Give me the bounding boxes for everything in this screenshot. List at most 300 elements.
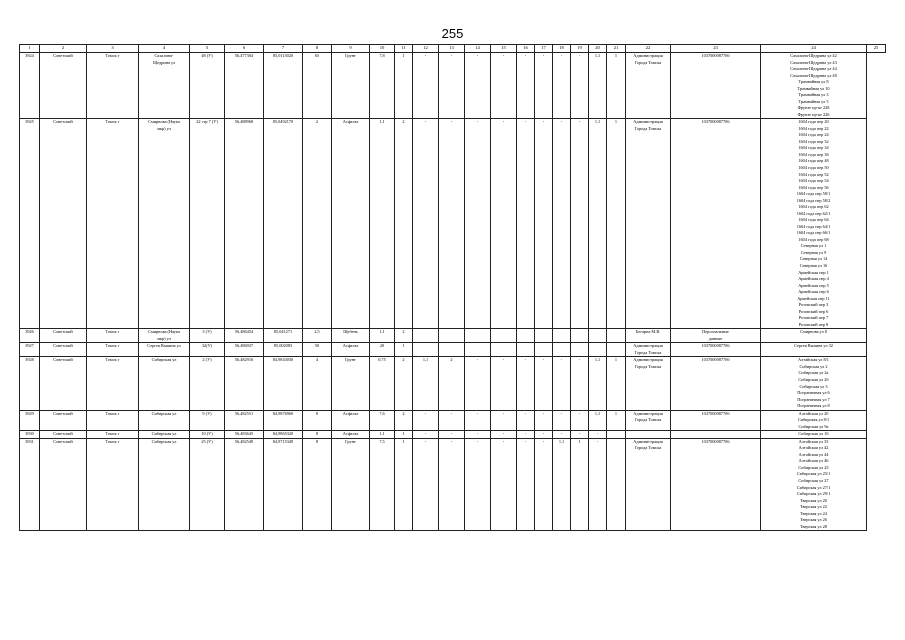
table-cell [761, 52, 867, 118]
cell-line: Администрация [633, 52, 663, 58]
table-cell: 1037000087706 [671, 410, 761, 431]
table-cell: - [491, 52, 517, 118]
table-cell: - [571, 357, 589, 410]
cell-line: мкр) ул [157, 125, 171, 131]
table-cell [607, 343, 626, 357]
table-cell: 2 [395, 410, 413, 431]
cell-line: Армейская пер 4 [798, 276, 829, 282]
table-cell: 3931 [20, 438, 40, 530]
cell-line: Сергея Вашина ул 32 [794, 343, 833, 349]
table-cell [517, 329, 535, 343]
column-number-cell: 17 [535, 45, 553, 53]
table-cell: Сибирская ул [139, 438, 190, 530]
table-cell: 3924 [20, 52, 40, 118]
table-cell: - [535, 410, 553, 431]
table-cell: - [413, 119, 439, 329]
cell-line: 1604 года пер 32 [798, 138, 829, 144]
cell-line: Сибирская ул 2а [798, 370, 829, 376]
table-cell [761, 343, 867, 357]
cell-line: Города Томска [634, 363, 662, 369]
table-cell: Советский [40, 52, 87, 118]
cell-line: 1604 года пер 20 [798, 119, 829, 125]
table-cell: - [465, 119, 491, 329]
table-cell: - [553, 431, 571, 439]
table-cell: - [439, 52, 465, 118]
table-cell: - [535, 438, 553, 530]
table-cell: 1037000087706 [671, 343, 761, 357]
column-number-cell: 21 [607, 45, 626, 53]
table-cell: - [413, 431, 439, 439]
table-cell: 32(У) [190, 343, 225, 357]
column-number-cell: 24 [761, 45, 867, 53]
cell-line: 1604 года пер 64/1 [796, 223, 831, 229]
cell-line: Розовский пер 7 [798, 315, 829, 321]
column-number-cell: 14 [465, 45, 491, 53]
table-cell [626, 357, 671, 410]
table-cell: 1 [607, 410, 626, 431]
table-cell: 7,5 [370, 438, 395, 530]
table-cell [761, 438, 867, 530]
table-cell [626, 438, 671, 530]
cell-line: Сибирская ул 25 [798, 464, 829, 470]
table-cell: 56,482551 [225, 410, 264, 431]
table-cell [761, 431, 867, 439]
column-number-cell: 6 [225, 45, 264, 53]
table-cell: 3 (У) [190, 329, 225, 343]
table-cell [589, 329, 607, 343]
cell-line: Фрунзе пр-кт 228 [797, 105, 830, 111]
table-cell: - [439, 431, 465, 439]
table-cell: 1 [395, 438, 413, 530]
table-cell: 1,1 [589, 119, 607, 329]
cell-line: Города Томска [634, 417, 662, 423]
table-cell: 84,9865320 [264, 431, 303, 439]
cell-line: Фрунзе пр-кт 226 [797, 111, 830, 117]
cell-line: Сахалина- [154, 52, 174, 58]
cell-line: Розовский пер 6 [798, 308, 829, 314]
cell-line: Тверская ул 24 [800, 510, 827, 516]
table-cell: 1,1 [370, 431, 395, 439]
table-cell: - [517, 52, 535, 118]
cell-line: Армейская пер 5 [798, 282, 829, 288]
table-cell: 2 [395, 119, 413, 329]
table-cell: 1 [395, 431, 413, 439]
table-cell: Асфальт [332, 431, 370, 439]
cell-line: 1604 года пер 54 [798, 178, 829, 184]
column-number-cell: 1 [20, 45, 40, 53]
column-number-cell: 5 [190, 45, 225, 53]
table-cell: 2,5 [303, 329, 332, 343]
cell-line: Северная ул 14 [799, 256, 828, 262]
table-cell: - [491, 431, 517, 439]
column-number-cell: 23 [671, 45, 761, 53]
table-cell: 1,1 [370, 329, 395, 343]
table-cell: Советский [40, 329, 87, 343]
cell-line: Сибирская ул 2 [799, 363, 828, 369]
table-cell: Сибирская ул [139, 357, 190, 410]
table-cell: - [535, 431, 553, 439]
table-cell: Томск г [87, 52, 139, 118]
table-cell: 84,9876960 [264, 410, 303, 431]
table-cell: - [571, 431, 589, 439]
table-cell: 2 [439, 357, 465, 410]
cell-line: Пограничная ул 6 [797, 390, 830, 396]
table-cell: - [491, 119, 517, 329]
table-cell: 1 [571, 438, 589, 530]
table-cell: Томск г [87, 357, 139, 410]
table-cell: 0,75 [370, 357, 395, 410]
table-row [20, 329, 886, 343]
cell-line: Северная ул 16 [799, 262, 828, 268]
cell-line: Администрация [633, 119, 663, 125]
table-cell: - [571, 410, 589, 431]
table-cell [465, 343, 491, 357]
table-cell: Томск г [87, 343, 139, 357]
column-number-cell: 16 [517, 45, 535, 53]
table-cell [607, 431, 626, 439]
table-cell: 3929 [20, 410, 40, 431]
table-cell [439, 343, 465, 357]
cell-line: 1604 года пер 48 [798, 158, 829, 164]
cell-line: Северная ул 9 [800, 249, 827, 255]
table-cell: 1037000087706 [671, 438, 761, 530]
cell-line: Сахалина-Щедрина ул 48 [790, 72, 837, 78]
column-number-cell: 18 [553, 45, 571, 53]
cell-line: Сахалина-Щедрина ул 44 [790, 66, 837, 72]
table-cell: - [517, 410, 535, 431]
table-cell: - [439, 410, 465, 431]
table-cell: - [553, 52, 571, 118]
table-cell: 3930 [20, 431, 40, 439]
table-cell: Щебень [332, 329, 370, 343]
cell-line: Администрация [633, 343, 663, 349]
table-cell: 2 [395, 329, 413, 343]
table-cell: 9 (У) [190, 410, 225, 431]
table-cell: 85,041271 [264, 329, 303, 343]
table-cell: 56,482549 [225, 438, 264, 530]
cell-line: Города Томска [634, 125, 662, 131]
cell-line: Смирнова (Наука [148, 119, 180, 125]
table-cell: Томск г [87, 119, 139, 329]
table-cell: 3925 [20, 119, 40, 329]
cell-line: Сибирская ул 25/1 [796, 471, 831, 477]
table-cell: Асфальт [332, 119, 370, 329]
table-cell [465, 329, 491, 343]
table-cell [761, 329, 867, 343]
table-cell: 22 стр 7 (У) [190, 119, 225, 329]
table-cell: 8 [303, 438, 332, 530]
column-number-cell: 10 [370, 45, 395, 53]
table-cell [491, 343, 517, 357]
table-cell [553, 343, 571, 357]
table-cell: 1,1 [370, 119, 395, 329]
cell-line: 1604 года пер 24 [798, 132, 829, 138]
table-cell [535, 329, 553, 343]
table-cell [139, 52, 190, 118]
table-cell [626, 343, 671, 357]
column-number-cell: 8 [303, 45, 332, 53]
table-cell: - [491, 410, 517, 431]
table-cell: - [465, 431, 491, 439]
cell-line: Сахалина-Щедрина ул 43 [790, 59, 837, 65]
table-cell: Асфальт [332, 410, 370, 431]
table-cell: 2 [395, 357, 413, 410]
cell-line: Трамвайная ул 10 [797, 85, 830, 91]
table-cell: 1037000087706 [671, 357, 761, 410]
table-cell: Томск г [87, 431, 139, 439]
table-cell: 7,8 [370, 52, 395, 118]
cell-line: Сибирская ул 9а [798, 423, 829, 429]
table-cell: 10 (У) [190, 431, 225, 439]
table-cell: Советский [40, 119, 87, 329]
table-cell: - [535, 52, 553, 118]
table-cell: Сибирская ул [139, 431, 190, 439]
table-cell [626, 410, 671, 431]
table-cell [491, 329, 517, 343]
table-cell: 84,9715349 [264, 438, 303, 530]
table-cell [626, 119, 671, 329]
table-cell [139, 119, 190, 329]
cell-line: Администрация [633, 410, 663, 416]
table-cell: - [413, 52, 439, 118]
table-cell: 20 [370, 343, 395, 357]
cell-line: 1604 года пер 34 [798, 145, 829, 151]
table-cell [139, 329, 190, 343]
cell-line: 1604 года пер 62/1 [796, 210, 831, 216]
table-cell: Томск г [87, 329, 139, 343]
table-cell [607, 329, 626, 343]
table-cell: 2 [303, 119, 332, 329]
register-table [19, 44, 886, 531]
column-number-cell: 12 [413, 45, 439, 53]
column-number-cell: 4 [139, 45, 190, 53]
cell-line: данные [708, 335, 723, 341]
table-cell: 56,488968 [225, 119, 264, 329]
table-cell [671, 329, 761, 343]
table-cell: 1,1 [589, 357, 607, 410]
page-number: 255 [441, 26, 464, 41]
table-row [20, 431, 886, 439]
table-cell: 1,1 [589, 410, 607, 431]
table-cell: 1 [395, 343, 413, 357]
table-cell: Томск г [87, 438, 139, 530]
table-cell: - [439, 119, 465, 329]
cell-line: Города Томска [634, 445, 662, 451]
cell-line: Трамвайная ул 3 [798, 92, 829, 98]
table-cell: 1 [607, 119, 626, 329]
column-number-cell: 3 [87, 45, 139, 53]
table-cell [626, 52, 671, 118]
table-cell: - [553, 357, 571, 410]
table-cell: - [413, 410, 439, 431]
cell-line: Трамвайная ул 8 [798, 79, 829, 85]
cell-line: Города Томска [634, 349, 662, 355]
table-cell [761, 410, 867, 431]
table-row [20, 52, 886, 118]
cell-line: Сахалина-Щедрина ул 42 [790, 52, 837, 58]
table-cell: Советский [40, 357, 87, 410]
cell-line: 1604 года пер 66/1 [796, 230, 831, 236]
register-table-body [20, 45, 886, 531]
table-cell: 1 [607, 357, 626, 410]
table-cell: 25 (У) [190, 438, 225, 530]
cell-line: 1604 года пер 22 [798, 125, 829, 131]
table-cell: - [491, 438, 517, 530]
table-cell [761, 119, 867, 329]
table-cell: 3928 [20, 357, 40, 410]
cell-line: 1604 года пер 36 [798, 151, 829, 157]
cell-line: 1604 года пер 50 [798, 165, 829, 170]
column-number-cell: 11 [395, 45, 413, 53]
column-number-cell: 13 [439, 45, 465, 53]
table-cell: Асфальт [332, 343, 370, 357]
cell-line: Пограничная ул 8 [797, 403, 830, 409]
table-cell: Советский [40, 431, 87, 439]
cell-line: 1604 года пер 56 [798, 184, 829, 190]
table-cell: 1 [607, 52, 626, 118]
table-row [20, 343, 886, 357]
table-cell [761, 357, 867, 410]
cell-line: Алтайская ул 20 [798, 410, 829, 416]
table-cell: - [589, 438, 607, 530]
cell-line: Города Томска [634, 59, 662, 65]
table-cell: 56,483645 [225, 431, 264, 439]
table-cell: - [517, 431, 535, 439]
table-cell: - [571, 119, 589, 329]
table-cell [413, 343, 439, 357]
table-cell: - [589, 431, 607, 439]
cell-line: Розовский пер 3 [798, 302, 829, 308]
table-row [20, 438, 886, 530]
table-cell: Томск г [87, 410, 139, 431]
table-cell [589, 343, 607, 357]
table-cell: 7,6 [370, 410, 395, 431]
cell-line: Тверская ул 26 [800, 517, 827, 523]
column-number-cell: 19 [571, 45, 589, 53]
cell-line: Сибирская ул 27 [798, 477, 829, 483]
table-cell: 1037000087706 [671, 52, 761, 118]
cell-line: Армейская пер 11 [797, 295, 830, 301]
cell-line: Администрация [633, 438, 663, 444]
table-cell [535, 343, 553, 357]
table-cell: 1,1 [413, 357, 439, 410]
table-cell: 2 (У) [190, 357, 225, 410]
table-cell [626, 431, 671, 439]
table-cell: Грунт [332, 357, 370, 410]
cell-line: 1604 года пер 58/2 [796, 197, 831, 203]
table-cell: - [535, 357, 553, 410]
table-cell: - [413, 438, 439, 530]
cell-line: 1604 года пер 52 [798, 171, 829, 177]
cell-line: Сибирская ул 8/1 [797, 417, 830, 423]
cell-line: Богарна М.В. [635, 329, 661, 335]
table-cell: - [553, 119, 571, 329]
column-number-cell: 7 [264, 45, 303, 53]
cell-line: Администрация [633, 357, 663, 363]
cell-line: 1604 года пер 64 [798, 217, 829, 223]
table-row [20, 410, 886, 431]
table-cell: - [517, 357, 535, 410]
column-number-cell: 22 [626, 45, 671, 53]
table-cell: - [465, 438, 491, 530]
column-number-row [20, 45, 886, 53]
table-cell: 85,0113020 [264, 52, 303, 118]
table-cell [607, 438, 626, 530]
table-cell: 65 [303, 52, 332, 118]
cell-line: Смирнова ул 8 [800, 329, 827, 335]
table-cell [571, 329, 589, 343]
table-cell [671, 431, 761, 439]
cell-line: Смирнова (Наука [148, 329, 180, 335]
table-cell: 85,002083 [264, 343, 303, 357]
table-row [20, 119, 886, 329]
table-cell: 85,0492170 [264, 119, 303, 329]
table-cell: 8 [303, 410, 332, 431]
cell-line: Тверская ул 22 [800, 504, 827, 510]
table-cell: Сергея Вашина ул [139, 343, 190, 357]
cell-line: Сибирская ул 2б [798, 377, 829, 382]
cell-line: Сибирская ул 16 [798, 431, 829, 437]
cell-line: Алтайская ул 42 [798, 445, 829, 451]
cell-line: 1604 года пер 62 [798, 204, 829, 210]
cell-line: мкр) ул [157, 335, 171, 341]
cell-line: Армейская пер 1 [798, 269, 829, 275]
cell-line: Армейская пер 6 [798, 289, 829, 295]
cell-line: Алтайская ул 33 [798, 438, 829, 444]
table-cell: Грунт [332, 438, 370, 530]
table-cell: 8 [303, 431, 332, 439]
table-cell: - [491, 357, 517, 410]
table-cell [553, 329, 571, 343]
column-number-cell: 15 [491, 45, 517, 53]
table-cell: 1037000087706 [671, 119, 761, 329]
table-cell: - [439, 438, 465, 530]
table-cell: - [465, 357, 491, 410]
table-cell: 1,1 [553, 438, 571, 530]
table-cell: - [517, 438, 535, 530]
table-cell: - [465, 52, 491, 118]
table-cell: 3927 [20, 343, 40, 357]
table-cell [626, 329, 671, 343]
table-cell: 1 [395, 52, 413, 118]
cell-line: Алтайская ул 8/1 [798, 357, 829, 363]
table-cell [439, 329, 465, 343]
cell-line: Пограничная ул 7 [797, 396, 830, 402]
table-cell: - [465, 410, 491, 431]
table-cell: - [535, 119, 553, 329]
table-cell [571, 343, 589, 357]
table-cell: Советский [40, 343, 87, 357]
table-cell: - [553, 410, 571, 431]
cell-line: Алтайская ул 44 [798, 451, 829, 457]
cell-line: Алтайская ул 46 [798, 458, 829, 464]
table-cell: 56,477304 [225, 52, 264, 118]
table-cell: - [517, 119, 535, 329]
table-cell: 56,486937 [225, 343, 264, 357]
table-cell: 84,9843030 [264, 357, 303, 410]
cell-line: 1604 года пер 68 [798, 236, 829, 242]
column-number-cell: 20 [589, 45, 607, 53]
table-cell: 1,1 [589, 52, 607, 118]
column-number-cell: 25 [867, 45, 886, 53]
table-cell: Грунт [332, 52, 370, 118]
table-cell: 3926 [20, 329, 40, 343]
table-cell [517, 343, 535, 357]
table-cell: Советский [40, 438, 87, 530]
cell-line: Персональные [702, 329, 729, 335]
cell-line: Сибирская ул 29/1 [796, 491, 831, 497]
cell-line: Северная ул 1 [800, 243, 827, 249]
